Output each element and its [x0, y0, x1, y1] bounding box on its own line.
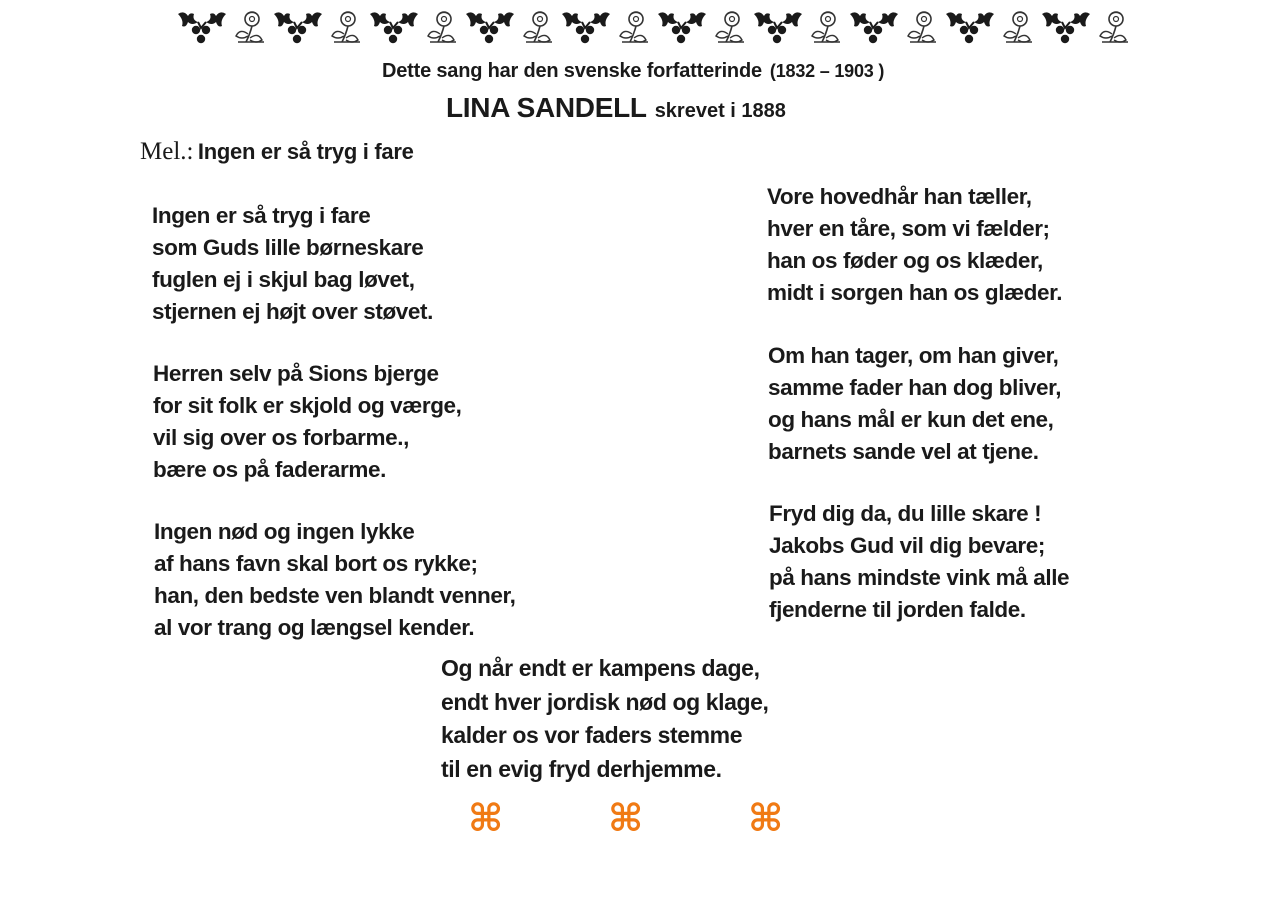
stanza-line: kalder os vor faders stemme	[441, 722, 743, 748]
stanza-line: Herren selv på Sions bjerge	[153, 361, 439, 386]
flower-icon	[1100, 12, 1128, 42]
ornament-row	[468, 798, 798, 842]
stanza-line: til en evig fryd derhjemme.	[441, 755, 722, 782]
author-name: LINA SANDELL	[446, 92, 647, 123]
stanza-line: på hans mindste vink må alle	[769, 565, 1070, 590]
stanza-2	[153, 358, 462, 486]
holly-icon	[370, 12, 418, 43]
flower-icon	[812, 12, 840, 42]
flower-icon	[332, 12, 360, 42]
melody-label: Mel.:	[140, 138, 194, 165]
flower-icon	[908, 12, 936, 42]
flower-icon	[524, 12, 552, 42]
stanza-line: bære os på faderarme.	[153, 457, 386, 482]
holly-icon	[562, 12, 610, 43]
place-of-interest-icon: ⌘	[608, 796, 644, 840]
holly-icon	[946, 12, 994, 43]
stanza-5	[768, 340, 1061, 468]
stanza-line: hver en tåre, som vi fælder;	[767, 216, 1050, 241]
flower-icon	[236, 12, 264, 42]
holly-icon	[658, 12, 706, 43]
intro-line	[382, 60, 884, 83]
stanza-line: Og når endt er kampens dage,	[441, 655, 760, 681]
stanza-line: stjernen ej højt over støvet.	[152, 299, 433, 324]
flower-icon	[620, 12, 648, 42]
flower-icon	[1004, 12, 1032, 42]
melody-title: Ingen er så tryg i fare	[197, 139, 414, 164]
stanza-line: Ingen er så tryg i fare	[152, 203, 371, 228]
stanza-4	[767, 181, 1062, 309]
stanza-line: for sit folk er skjold og værge,	[153, 393, 462, 418]
holly-icon	[754, 12, 802, 43]
written-year: skrevet i 1888	[654, 100, 786, 122]
stanza-line: vil sig over os forbarme.,	[153, 425, 409, 450]
flower-icon	[716, 12, 744, 42]
author-line	[446, 92, 786, 124]
stanza-line: Vore hovedhår han tæller,	[767, 184, 1032, 209]
stanza-line: Om han tager, om han giver,	[768, 343, 1059, 368]
author-years: (1832 – 1903 )	[769, 61, 885, 81]
stanza-line: endt hver jordisk nød og klage,	[441, 688, 769, 715]
stanza-line: han os føder og os klæder,	[767, 248, 1043, 273]
stanza-line: samme fader han dog bliver,	[768, 375, 1062, 400]
place-of-interest-icon: ⌘	[468, 796, 504, 840]
stanza-line: og hans mål er kun det ene,	[768, 407, 1054, 432]
flower-icon	[428, 12, 456, 42]
holly-icon	[850, 12, 898, 43]
decorative-border	[176, 4, 1140, 48]
intro-text: Dette sang har den svenske forfatterinde	[382, 60, 762, 82]
stanza-3	[154, 516, 516, 644]
stanza-line: al vor trang og længsel kender.	[154, 615, 475, 640]
holly-icon	[1042, 12, 1090, 43]
stanza-line: fjenderne til jorden falde.	[769, 597, 1026, 622]
stanza-line: Fryd dig da, du lille skare !	[769, 501, 1042, 526]
holly-icon	[274, 12, 322, 43]
stanza-line: Jakobs Gud vil dig bevare;	[769, 533, 1045, 558]
melody-line	[140, 138, 414, 166]
stanza-1	[152, 200, 433, 328]
stanza-line: midt i sorgen han os glæder.	[767, 280, 1063, 305]
stanza-line: han, den bedste ven blandt venner,	[154, 583, 516, 608]
stanza-line: af hans favn skal bort os rykke;	[154, 551, 478, 576]
place-of-interest-icon: ⌘	[748, 796, 784, 840]
stanza-line: som Guds lille børneskare	[152, 235, 424, 260]
stanza-line: fuglen ej i skjul bag løvet,	[152, 267, 415, 292]
holly-icon	[178, 12, 226, 43]
holly-icon	[466, 12, 514, 43]
stanza-6	[769, 498, 1069, 626]
stanza-7	[441, 652, 769, 786]
stanza-line: barnets sande vel at tjene.	[768, 439, 1039, 464]
stanza-line: Ingen nød og ingen lykke	[154, 519, 415, 544]
border-svg	[176, 4, 1140, 48]
